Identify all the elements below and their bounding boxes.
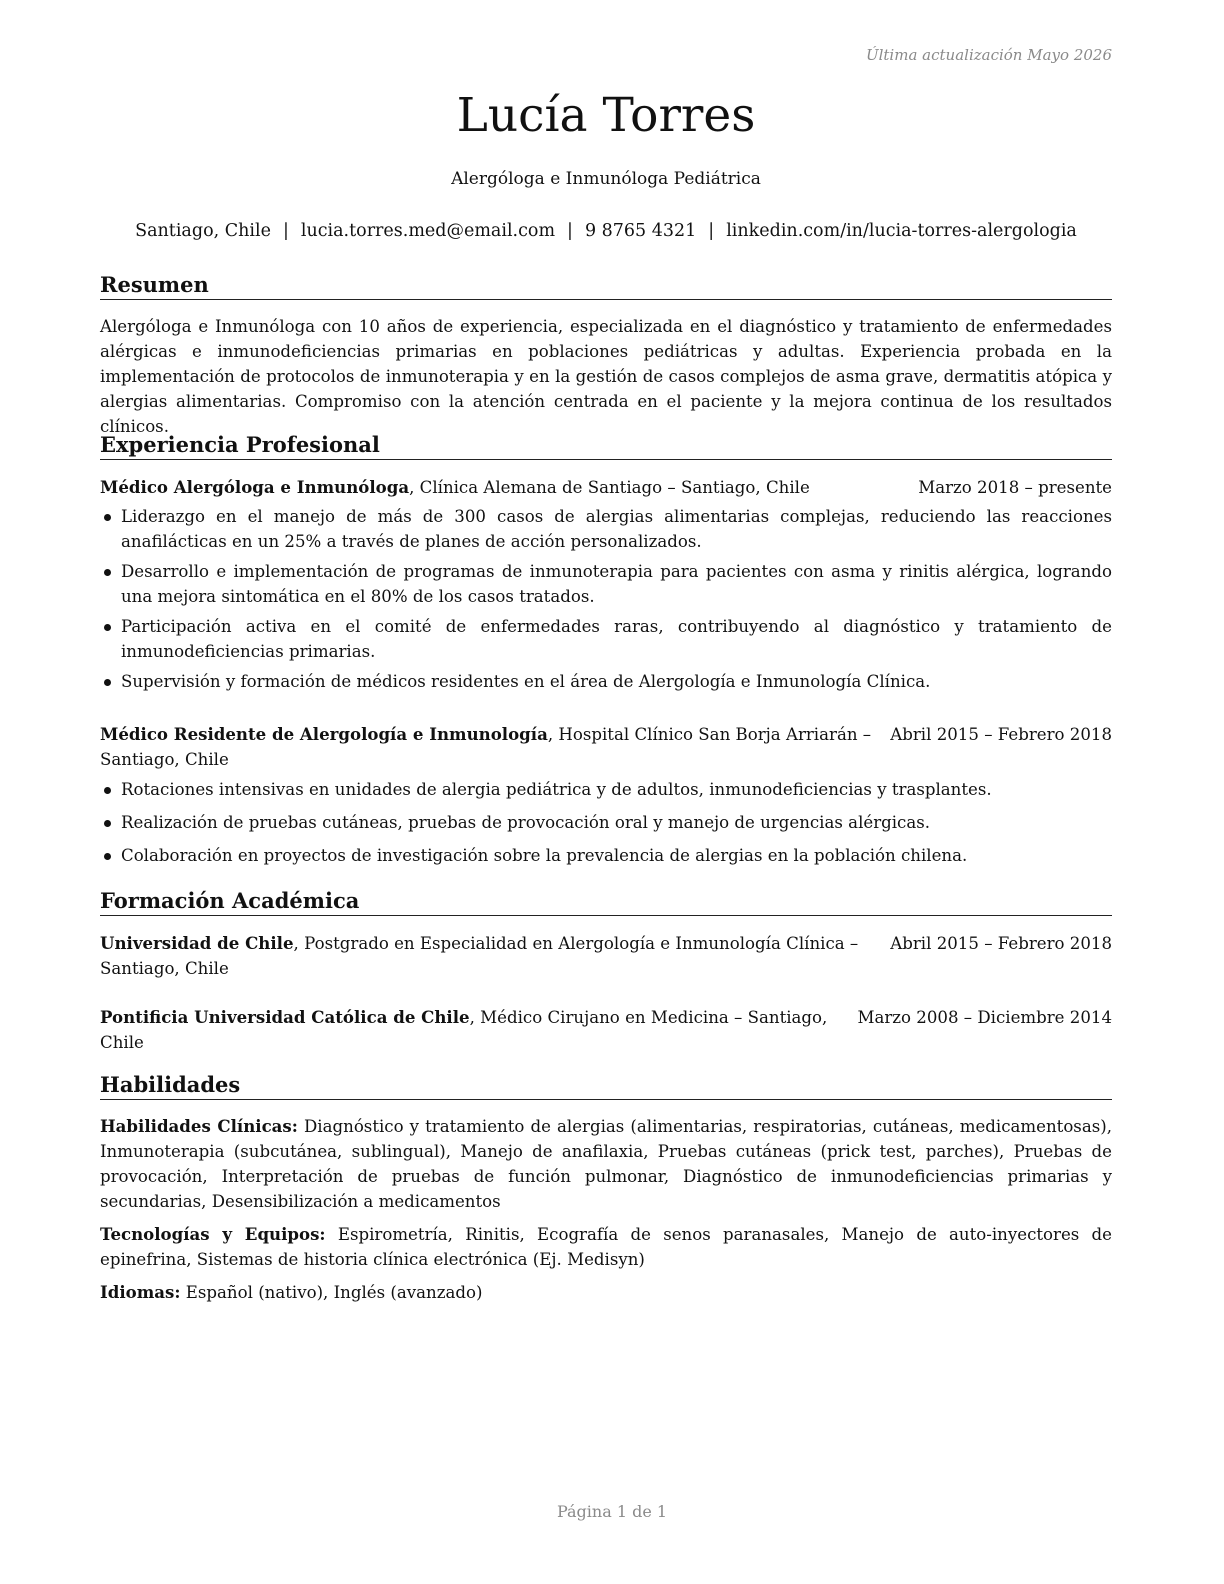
- job-bullet: Colaboración en proyectos de investigación sobre la prevalencia de alergias en la población chilena.: [100, 843, 1112, 868]
- skill-text: Espirometría, Rinitis, Ecografía de senos paranasales, Manejo de auto-inyectores de epinefrina, Sistemas de historia clínica electrónica (Ej. Medisyn): [100, 1225, 1112, 1269]
- page-number: Página 1 de 1: [556, 1502, 668, 1521]
- education-school: Pontificia Universidad Católica de Chile: [100, 1007, 470, 1027]
- education-program: , Médico Cirujano en Medicina – Santiago, Chile: [100, 1008, 828, 1052]
- summary-heading: Resumen: [100, 272, 1112, 300]
- job-entry: [100, 722, 1112, 868]
- job-place: , Hospital Clínico San Borja Arriarán – Santiago, Chile: [100, 725, 872, 769]
- job-role: Médico Alergóloga e Inmunóloga: [100, 477, 410, 497]
- job-header: [100, 722, 1112, 772]
- job-bullet: Rotaciones intensivas en unidades de alergia pediátrica y de adultos, inmunodeficiencias y trasplantes.: [100, 777, 1112, 802]
- skill-label: Habilidades Clínicas:: [100, 1116, 298, 1136]
- experience-heading: Experiencia Profesional: [100, 432, 1112, 460]
- skill-group: [100, 1114, 1112, 1214]
- contact-line: [80, 220, 1132, 242]
- contact-linkedin[interactable]: linkedin.com/in/lucia-torres-alergologia: [726, 221, 1077, 241]
- skill-group: [100, 1222, 1112, 1272]
- education-heading: Formación Académica: [100, 888, 1112, 916]
- summary-section: [100, 272, 1112, 439]
- candidate-title: Alergóloga e Inmunóloga Pediátrica: [451, 169, 761, 189]
- contact-separator: |: [708, 221, 715, 241]
- contact-email[interactable]: lucia.torres.med@email.com: [300, 221, 556, 241]
- job-header: [100, 475, 1112, 500]
- contact-phone: 9 8765 4321: [584, 221, 697, 241]
- education-entry: [100, 931, 1112, 981]
- job-bullet: Desarrollo e implementación de programas de inmunoterapia para pacientes con asma y rinitis alérgica, logrando una mejora sintomática en el 80% de los casos tratados.: [100, 559, 1112, 609]
- job-bullet: Liderazgo en el manejo de más de 300 casos de alergias alimentarias complejas, reduciendo las reacciones anafilácticas en un 25% a través de planes de acción personalizados.: [100, 504, 1112, 554]
- skill-group: [100, 1280, 1112, 1305]
- job-bullet: Realización de pruebas cutáneas, pruebas de provocación oral y manejo de urgencias alérgicas.: [100, 810, 1112, 835]
- education-school: Universidad de Chile: [100, 933, 294, 953]
- contact-separator: |: [282, 221, 289, 241]
- resume-page: [100, 0, 1112, 1584]
- job-bullet: Participación activa en el comité de enfermedades raras, contribuyendo al diagnóstico y tratamiento de inmunodeficiencias primarias.: [100, 614, 1112, 664]
- skill-text: Español (nativo), Inglés (avanzado): [180, 1283, 483, 1302]
- education-entry: [100, 1005, 1112, 1055]
- skill-label: Idiomas:: [100, 1282, 181, 1302]
- contact-location: Santiago, Chile: [135, 221, 271, 241]
- skills-heading: Habilidades: [100, 1072, 1112, 1100]
- job-bullets: [100, 777, 1112, 868]
- education-dates: Abril 2015 – Febrero 2018: [890, 934, 1112, 953]
- education-section: [100, 888, 1112, 1055]
- skills-section: [100, 1072, 1112, 1305]
- job-bullets: [100, 504, 1112, 694]
- summary-text: Alergóloga e Inmunóloga con 10 años de experiencia, especializada en el diagnóstico y tratamiento de enfermedades alérgicas e inmunodeficiencias primarias en poblaciones pediátricas y adultas. Experiencia probada en la implementación de protocolos de inmunoterapia y en la gestión de casos complejos de asma grave, dermatitis atópica y alergias alimentarias. Compromiso con la atención centrada en el paciente y la mejora continua de los resultados clínicos.: [100, 317, 1112, 436]
- job-dates: Marzo 2018 – presente: [918, 478, 1112, 497]
- job-place: , Clínica Alemana de Santiago – Santiago, Chile: [409, 478, 810, 497]
- last-updated: Última actualización Mayo 2026: [865, 46, 1112, 64]
- candidate-name: Lucía Torres: [456, 88, 756, 143]
- experience-section: [100, 432, 1112, 868]
- skill-text: Diagnóstico y tratamiento de alergias (alimentarias, respiratorias, cutáneas, medicamentosas), Inmunoterapia (subcutánea, sublingual), Manejo de anafilaxia, Pruebas cutáneas (prick test, parches), Pruebas de provocación, Interpretación de pruebas de función pulmonar, Diagnóstico de inmunodeficiencias primarias y secundarias, Desensibilización a medicamentos: [100, 1117, 1112, 1211]
- job-bullet: Supervisión y formación de médicos residentes en el área de Alergología e Inmunología Clínica.: [100, 669, 1112, 694]
- skill-label: Tecnologías y Equipos:: [100, 1224, 326, 1244]
- job-entry: [100, 475, 1112, 694]
- job-dates: Abril 2015 – Febrero 2018: [890, 725, 1112, 744]
- education-program: , Postgrado en Especialidad en Alergología e Inmunología Clínica – Santiago, Chile: [100, 934, 859, 978]
- job-role: Médico Residente de Alergología e Inmunología: [100, 724, 548, 744]
- contact-separator: |: [567, 221, 573, 241]
- education-dates: Marzo 2008 – Diciembre 2014: [857, 1008, 1112, 1027]
